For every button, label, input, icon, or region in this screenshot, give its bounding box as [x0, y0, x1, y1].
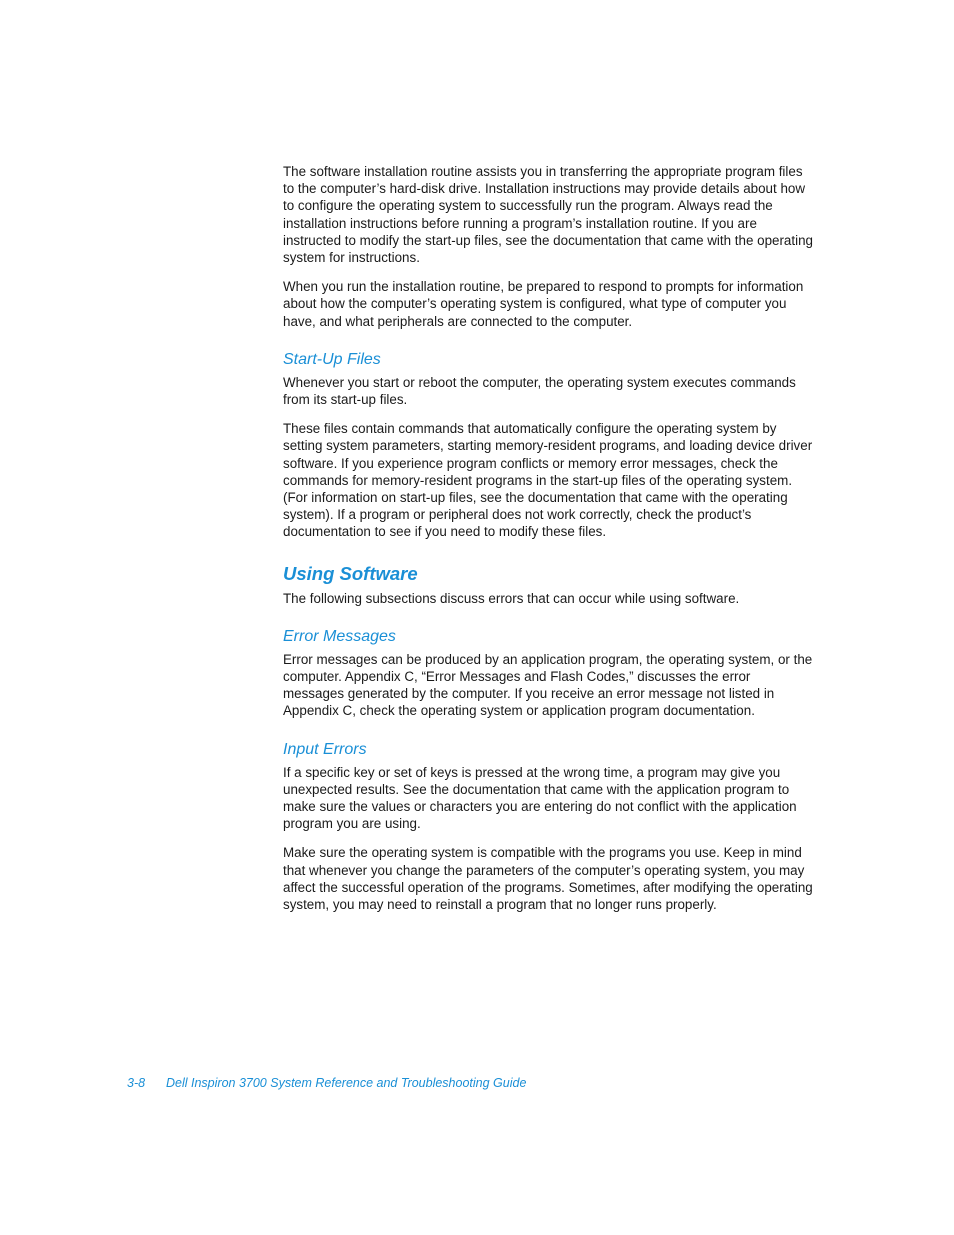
page-body	[283, 163, 815, 925]
input-errors-paragraph-1: If a specific key or set of keys is pressed at the wrong time, a program may give you unexpected results. See the documentation that came with the application program to make sure the values or characters you are entering do not conflict with the application program you are using.	[283, 764, 797, 832]
intro-paragraph-2: When you run the installation routine, be prepared to respond to prompts for information about how the computer’s operating system is configured, what type of computer you have, and what peripherals are connected to the computer.	[283, 279, 804, 329]
input-errors-paragraph-2: Make sure the operating system is compatible with the programs you use. Keep in mind that whenever you change the parameters of the computer’s operating system, you may affect the successful operation of the programs. Sometimes, after modifying the operating system, you may need to reinstall a program that no longer runs properly.	[283, 845, 813, 913]
startup-files-heading: Start-Up Files	[283, 350, 381, 368]
startup-paragraph-2: These files contain commands that automatically configure the operating system by setting system parameters, starting memory-resident programs, and loading device driver software. If you experience program conflicts or memory error messages, check the commands for memory-resident programs in the start-up files of the operating system. (For information on start-up files, see the documentation that came with the operating system). If a program or peripheral does not work correctly, check the product’s documentation to see if you need to modify these files.	[283, 421, 813, 540]
error-messages-heading: Error Messages	[283, 627, 396, 645]
input-errors-heading: Input Errors	[283, 740, 367, 758]
intro-paragraph-1: The software installation routine assists you in transferring the appropriate program files to the computer’s hard-disk drive. Installation instructions may provide details about how to configure the operating system to successfully run the program. Always read the installation instructions before running a program’s installation routine. If you are instructed to modify the start-up files, see the documentation that came with the operating system for instructions.	[283, 164, 813, 266]
page-footer	[127, 1075, 526, 1091]
using-software-heading: Using Software	[283, 562, 418, 584]
startup-paragraph-1: Whenever you start or reboot the computer, the operating system executes commands from its start-up files.	[283, 374, 796, 408]
footer-title: Dell Inspiron 3700 System Reference and Troubleshooting Guide	[166, 1076, 527, 1090]
using-software-paragraph: The following subsections discuss errors that can occur while using software.	[283, 590, 740, 606]
error-messages-paragraph: Error messages can be produced by an application program, the operating system, or the computer. Appendix C, “Error Messages and Flash Codes,” discusses the error messages generated by the computer. If you receive an error message not listed in Appendix C, check the operating system or application program documentation.	[283, 651, 813, 719]
page-number: 3-8	[127, 1076, 146, 1090]
